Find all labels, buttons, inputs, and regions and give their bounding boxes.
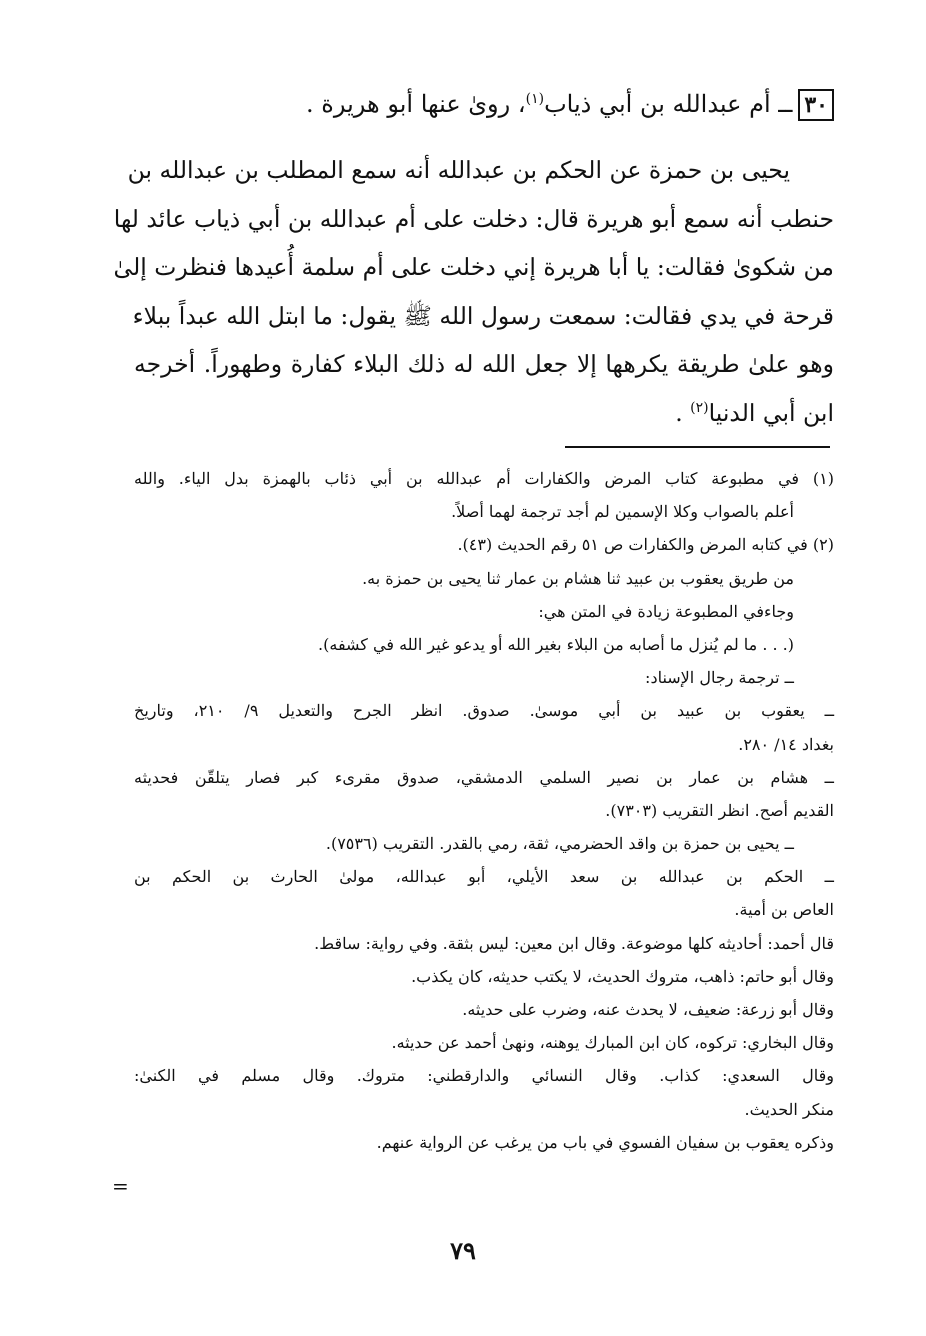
footnote-separator	[565, 446, 830, 448]
footnote-line: وقال أبو زرعة: ضعيف، لا يحدث عنه، وضرب على حديثه.	[462, 1000, 834, 1019]
main-line: وهو علىٰ طريقة يكرهها إلا جعل الله له ذلك البلاء كفارة وطهوراً. أخرجه	[134, 350, 834, 378]
footnote-line: وقال أبو حاتم: ذاهب، متروك الحديث، لا يكتب حديثه، كان يكذب.	[411, 966, 834, 986]
entry-heading	[134, 84, 834, 124]
footnote-line: من طريق يعقوب بن عبيد ثنا هشام بن عمار ثنا يحيى بن حمزة به.	[362, 568, 794, 588]
footnote-ref-1[interactable]: (١)	[525, 91, 545, 107]
footnote-line: وذكره يعقوب بن سفيان الفسوي في باب من يرغب عن الرواية عنهم.	[376, 1132, 834, 1152]
footnote-line: قال أحمد: أحاديثه كلها موضوعة. وقال ابن معين: ليس بثقة. وفي رواية: ساقط.	[314, 933, 834, 953]
main-last-end: .	[675, 398, 683, 427]
footnote-line: وقال البخاري: تركوه، كان ابن المبارك يوهنه، ونهىٰ أحمد عن حديثه.	[391, 1033, 834, 1053]
footnote-line: القديم أصح. انظر التقريب (٧٣٠٣).	[605, 800, 834, 820]
footnote-ref-2[interactable]: (٢)	[690, 399, 709, 416]
footnotes	[134, 462, 834, 1159]
footnote-line: (٢) في كتابه المرض والكفارات ص ٥١ رقم الحديث (٤٣).	[457, 535, 834, 555]
page-number: ٧٩	[450, 1236, 476, 1265]
footnote-line: ــ يعقوب بن عبيد بن أبي موسىٰ. صدوق. انظر الجرح والتعديل ٩/ ٢١٠، وتاريخ	[134, 701, 835, 721]
main-text	[113, 146, 834, 437]
main-line-last	[134, 389, 834, 438]
main-line: يحيى بن حمزة عن الحكم بن عبدالله أنه سمع المطلب بن عبدالله بن	[127, 156, 790, 184]
main-line: حنطب أنه سمع أبو هريرة قال: دخلت على أم عبدالله بن أبي ذياب عائد لها	[113, 204, 834, 233]
footnote-line: منكر الحديث.	[744, 1099, 834, 1119]
continuation-mark: =	[112, 1174, 129, 1198]
main-line: من شكوىٰ فقالت: يا أبا هريرة إني دخلت على أم سلمة أُعيدها فنظرت إلىٰ	[113, 253, 834, 281]
footnote-line: وقال السعدي: كذاب. وقال النسائي والدارقطني: متروك. وقال مسلم في الكنىٰ:	[134, 1066, 834, 1086]
main-line: قرحة في يدي فقالت: سمعت رسول الله ﷺ يقول: ما ابتل الله عبداً ببلاء	[132, 301, 834, 330]
footnote-line: ــ ترجمة رجال الإسناد:	[645, 668, 794, 688]
footnote-line: العاص بن أمية.	[734, 900, 834, 920]
footnote-line: (. . . ما لم يُنزل ما أصابه من البلاء بغير الله أو يدعو غير الله في كشفه).	[318, 634, 794, 654]
footnote-line: أعلم بالصواب وكلا الإسمين لم أجد ترجمة لهما أصلاً.	[451, 502, 794, 522]
footnote-line: وجاءفي المطبوعة زيادة في المتن هي:	[538, 601, 794, 621]
footnote-line: بغداد ١٤/ ٢٨٠.	[738, 734, 834, 754]
footnote-line: (١) في مطبوعة كتاب المرض والكفارات أم عبدالله بن أبي ذئاب بالهمزة بدل الياء. والله	[134, 469, 834, 488]
footnote-line: ــ هشام بن عمار بن نصير السلمي الدمشقي، صدوق مقرىء كبر فصار يتلقّن فحديثه	[134, 767, 834, 787]
main-last-text: ابن أبي الدنيا	[708, 398, 834, 427]
footnote-line: ــ يحيى بن حمزة بن واقد الحضرمي، ثقة، رمي بالقدر. التقريب (٧٥٣٦).	[325, 834, 794, 854]
heading-tail: ، روىٰ عنها أبو هريرة .	[306, 90, 526, 118]
entry-number-box: ٣٠	[798, 89, 834, 121]
heading-dash: ــ	[778, 90, 793, 118]
heading-name: أم عبدالله بن أبي ذياب	[544, 90, 771, 118]
footnote-line: ــ الحكم بن عبدالله بن سعد الأيلي، أبو عبدالله، مولىٰ الحارث بن الحكم بن	[134, 867, 834, 887]
